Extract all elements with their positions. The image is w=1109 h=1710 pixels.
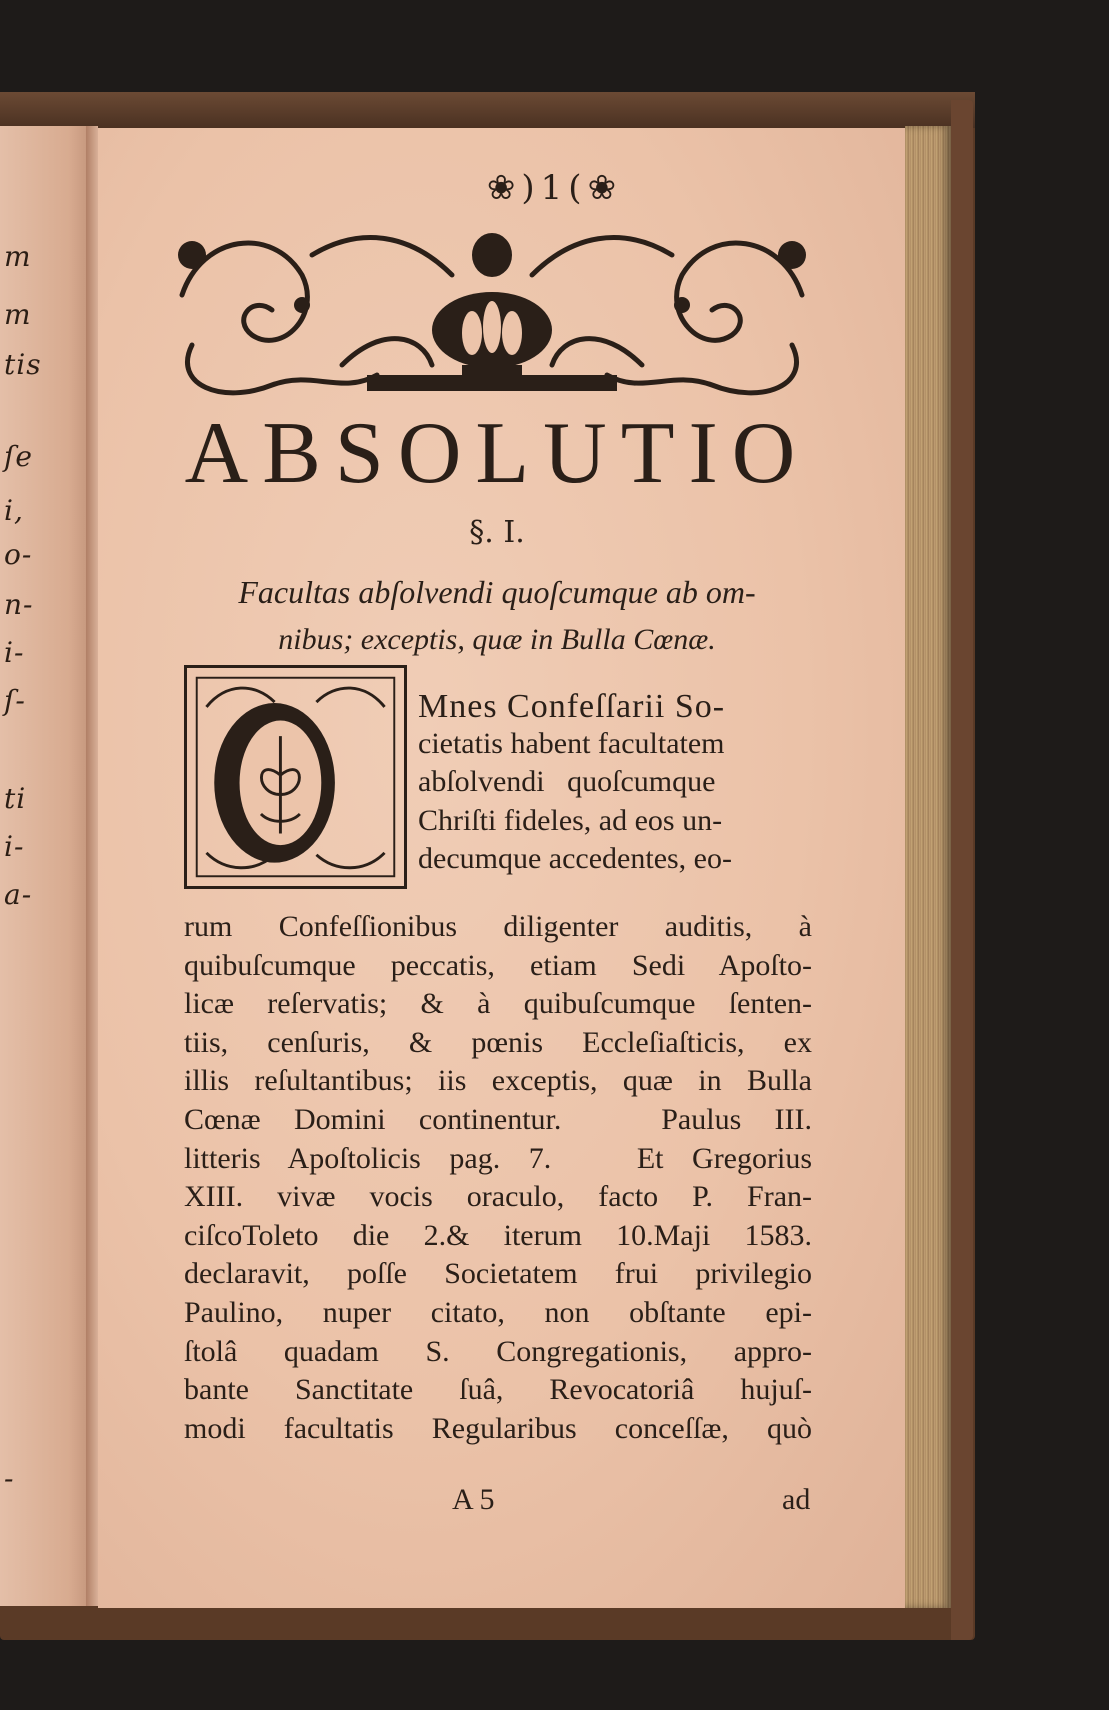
signature-mark: A 5 <box>452 1483 495 1516</box>
book-spine <box>0 92 975 128</box>
body-line: Paulino, nuper citato, non obſtante epi- <box>184 1296 812 1329</box>
left-page-fragment: i- <box>4 830 25 863</box>
body-line: XIII. vivæ vocis oraculo, facto P. Fran- <box>184 1180 812 1214</box>
body-line: quibuſcumque peccatis, etiam Sedi Apoſto- <box>184 948 812 982</box>
gutter <box>86 126 98 1606</box>
left-page-fragment: tis <box>4 348 42 381</box>
page-title: ABSOLUTIO <box>184 405 810 502</box>
left-page-fragment: a- <box>4 878 33 911</box>
body-line: bante Sanctitate ſuâ, Revocatoriâ hujuſ- <box>184 1373 812 1407</box>
body-line: illis reſultantibus; iis exceptis, quæ in Bulla <box>184 1064 812 1098</box>
body-line: Cœnæ Domini continentur. Paulus III. <box>184 1103 812 1136</box>
left-page-fragment: ſe <box>4 440 33 473</box>
body-line: litteris Apoſtolicis pag. 7. Et Gregorius <box>184 1141 812 1175</box>
body-line: licæ reſervatis; & à quibuſcumque ſenten- <box>184 987 812 1021</box>
body-line: ciſcoToleto die 2.& iterum 10.Maji 1583. <box>184 1218 812 1252</box>
left-page-fragment: n- <box>4 588 34 621</box>
body-line: Chriſti fideles, ad eos un- <box>418 803 723 837</box>
body-line: tiis, cenſuris, & pœnis Eccleſiaſticis, ex <box>184 1025 812 1059</box>
subtitle-line-1: Facultas abſolvendi quoſcumque ab om- <box>238 574 756 610</box>
left-page-fragment: ti <box>4 782 27 815</box>
left-page-fragment: - <box>4 1462 15 1495</box>
body-line: Mnes Confeſſarii So- <box>418 688 726 725</box>
running-head: ❀)1(❀ <box>486 168 623 208</box>
left-page-fragment: m <box>4 240 32 273</box>
decorated-initial-o <box>184 665 407 889</box>
ornamental-headpiece <box>162 215 822 410</box>
left-page-fragment: ſ- <box>4 684 26 717</box>
body-line: rum Confeſſionibus diligenter auditis, à <box>184 910 812 943</box>
left-page-fragment: i, <box>4 494 24 527</box>
body-line: declaravit, poſſe Societatem frui privilegio <box>184 1257 812 1291</box>
section-number: §. I. <box>469 515 525 550</box>
left-page-fragment: i- <box>4 636 25 669</box>
cover-edge <box>951 100 973 1640</box>
page-edges <box>905 126 951 1608</box>
subtitle-line-2: nibus; exceptis, quæ in Bulla Cœnæ. <box>278 623 716 656</box>
body-line: modi facultatis Regularibus conceſſæ, quò <box>184 1411 812 1445</box>
body-line: cietatis habent facultatem <box>418 726 725 760</box>
left-page-fragment: o- <box>4 538 33 571</box>
body-line: ſtolâ quadam S. Congregationis, appro- <box>184 1334 812 1368</box>
catchword: ad <box>782 1483 811 1516</box>
body-line: decumque accedentes, eo- <box>418 842 732 875</box>
left-page-fragment: m <box>4 298 32 331</box>
body-line: abſolvendi quoſcumque <box>418 765 716 798</box>
left-page <box>0 126 86 1606</box>
